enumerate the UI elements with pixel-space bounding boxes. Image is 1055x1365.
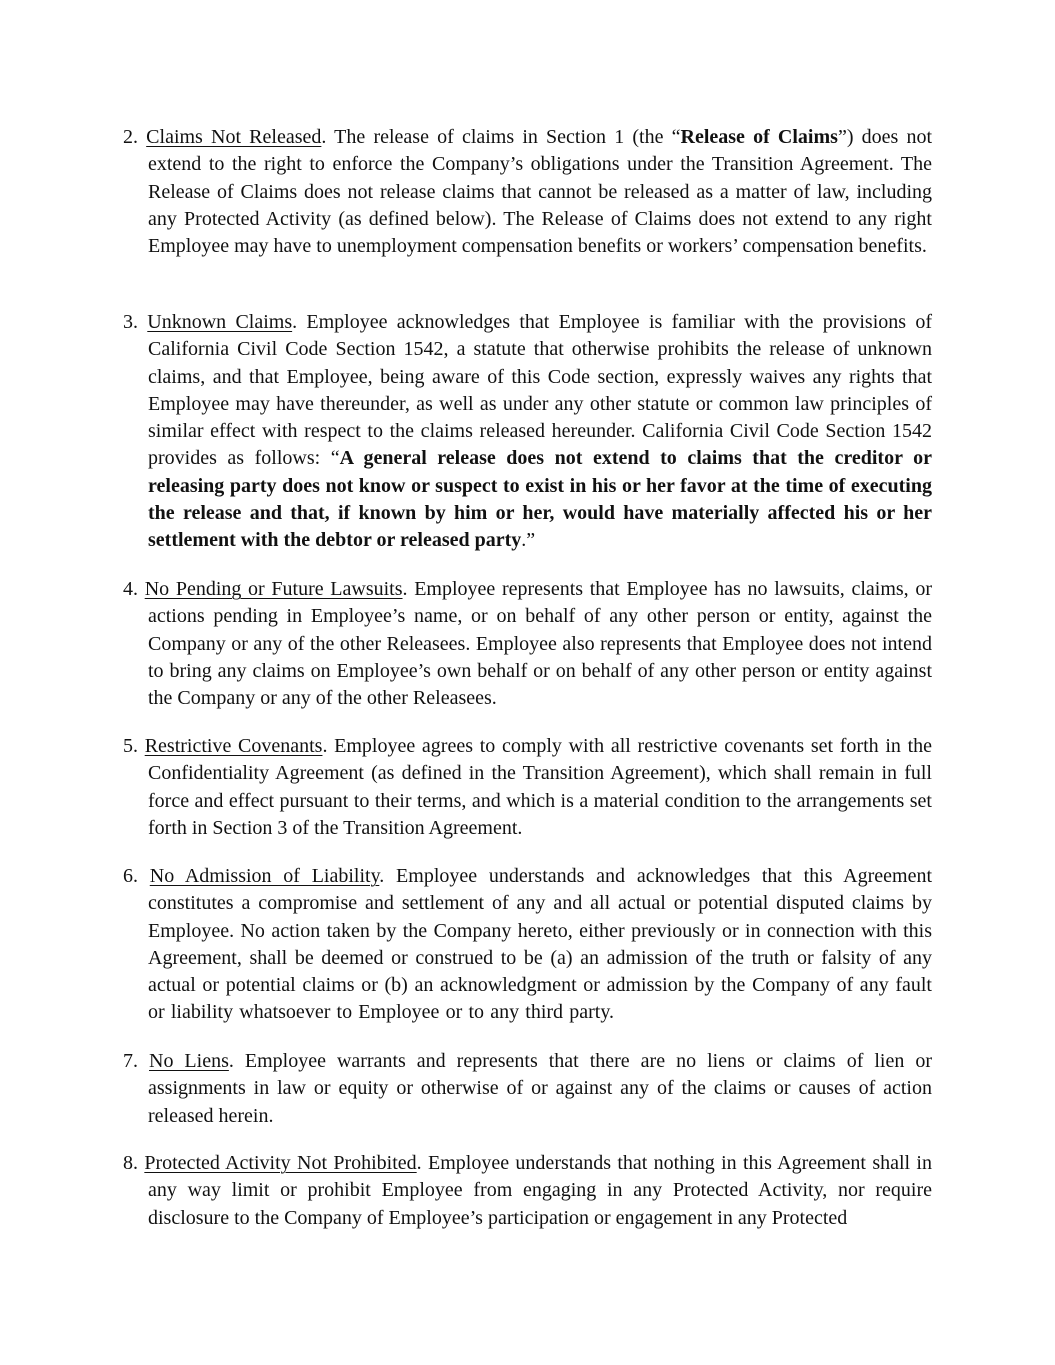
section-2-claims-not-released xyxy=(123,124,933,260)
section-number: 5. xyxy=(123,735,138,757)
section-text: . Employee agrees to comply with all restrictive covenants set forth in the Confidentiality Agreement (as defined in the Transition Agreement), which shall remain in full force and effect pursuant to their terms, and which is a material condition to the arrangements set forth in Section 3 of the Transition Agreement. xyxy=(148,735,932,839)
section-heading: No Liens xyxy=(149,1050,229,1072)
section-8-protected-activity xyxy=(123,1150,932,1232)
section-text: . Employee represents that Employee has no lawsuits, claims, or actions pending in Employee’s name, or on behalf of any other person or entity, against the Company or any of the other Releasees. Employee also represents that Employee does not intend to bring any claims on Employee’s own behalf or on behalf of any other person or entity against the Company or any of the other Releasees. xyxy=(148,578,933,710)
section-5-restrictive-covenants xyxy=(123,733,932,842)
section-text: . The release of claims in Section 1 (the “ xyxy=(321,126,681,148)
section-6-no-admission-of-liability xyxy=(123,863,933,1027)
section-number: 3. xyxy=(123,311,138,333)
section-number: 4. xyxy=(123,578,138,600)
section-text-continued: .” xyxy=(521,529,536,552)
section-number: 7. xyxy=(123,1050,138,1072)
section-heading: No Pending or Future Lawsuits xyxy=(144,578,403,600)
section-number: 2. xyxy=(123,126,138,148)
defined-term: Release of Claims xyxy=(680,126,838,148)
section-text-continued: ”) does not extend to the right to enforce the Company’s obligations under the Transition Agreement. The Release of Claims does not release claims that cannot be released as a matter of law, including any Protected Activity (as defined below). The Release of Claims does not extend to any right Employee may have to unemployment compensation benefits or workers’ compensation benefits. xyxy=(148,126,933,258)
section-text: . Employee understands and acknowledges that this Agreement constitutes a compromise and settlement of any and all actual or potential disputed claims by Employee. No action taken by the Company hereto, either previously or in connection with this Agreement, shall be deemed or construed to be (a) an admission of the truth or falsity of any actual or potential claims or (b) an acknowledgment or admission by the Company of any fault or liability whatsoever to Employee or to any third party. xyxy=(148,865,933,1024)
section-heading: Claims Not Released xyxy=(146,126,322,148)
section-text: . Employee acknowledges that Employee is familiar with the provisions of California Civil Code Section 1542, a statute that otherwise prohibits the release of unknown claims, and that Employee, being aware of this Code section, expressly waives any rights that Employee may have thereunder, as well as under any other statute or common law principles of similar effect with respect to the claims released hereunder. California Civil Code Section 1542 provides as follows: “ xyxy=(148,311,932,470)
section-heading: No Admission of Liability xyxy=(149,865,380,887)
section-text: . Employee warrants and represents that there are no liens or claims of lien or assignments in law or equity or otherwise of or against any of the claims or causes of action released herein. xyxy=(148,1050,932,1127)
section-4-no-pending-lawsuits xyxy=(123,576,933,712)
section-heading: Unknown Claims xyxy=(147,311,293,333)
section-3-unknown-claims xyxy=(123,309,932,555)
section-number: 6. xyxy=(123,865,138,887)
section-number: 8. xyxy=(123,1152,138,1174)
section-heading: Restrictive Covenants xyxy=(144,735,323,757)
statute-quote: A general release does not extend to claims that the creditor or releasing party does not know or suspect to exist in his or her favor at the time of executing the release and that, if known by him or her, would have materially affected his or her settlement with the debtor or released party xyxy=(148,447,932,552)
section-text: . Employee understands that nothing in this Agreement shall in any way limit or prohibit Employee from engaging in any Protected Activity, nor require disclosure to the Company of Employee’s participation or engagement in any Protected xyxy=(148,1152,932,1229)
section-heading: Protected Activity Not Prohibited xyxy=(144,1152,417,1174)
section-7-no-liens xyxy=(123,1048,932,1130)
